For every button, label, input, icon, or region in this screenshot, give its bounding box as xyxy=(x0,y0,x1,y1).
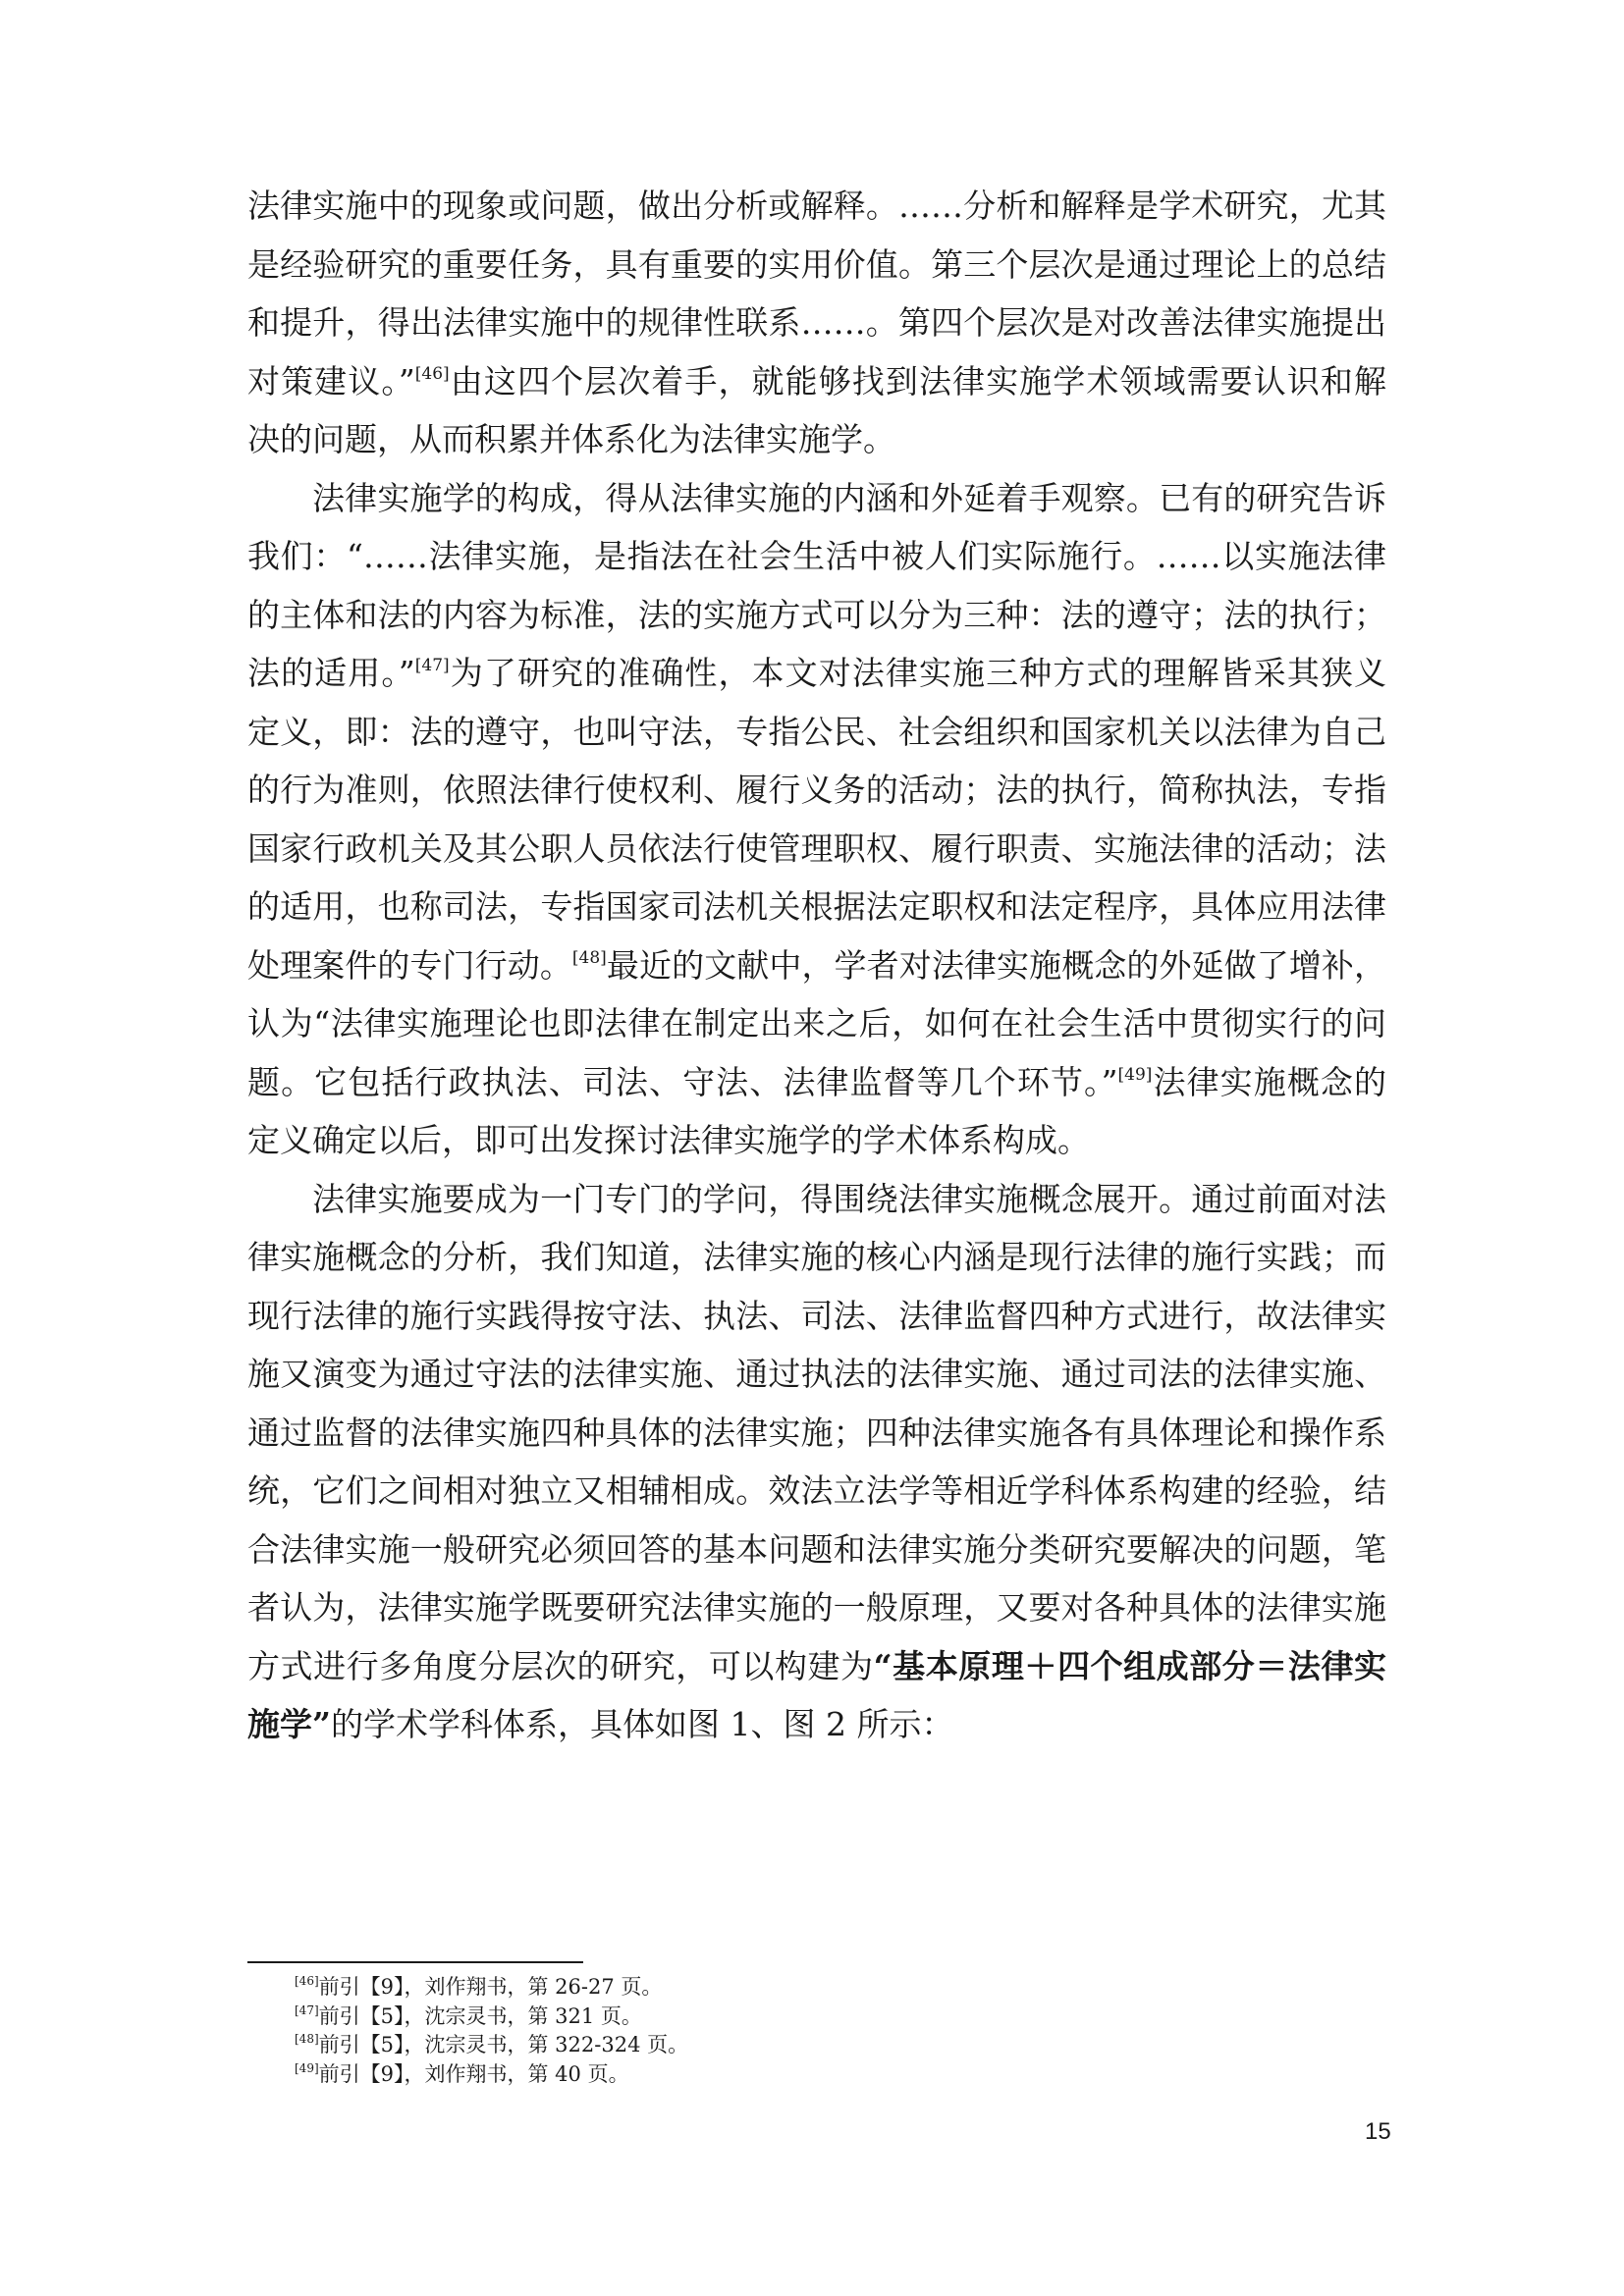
footnote-text: 前引【9】，刘作翔书，第 40 页。 xyxy=(318,2061,629,2086)
paragraph-3-line-1: 法律实施要成为一门专门的学问，得围绕法律实施概念展开。通过前面对法 xyxy=(312,1179,1386,1218)
footnote-text: 前引【9】，刘作翔书，第 26-27 页。 xyxy=(318,1975,663,1999)
paragraph-3-line-3: 现行法律的施行实践得按守法、执法、司法、法律监督四种方式进行，故法律实 xyxy=(247,1296,1386,1335)
paragraph-2-line-3: 的主体和法的内容为标准，法的实施方式可以分为三种：法的遵守；法的执行； xyxy=(247,595,1386,634)
paragraph-1-line-1: 法律实施中的现象或问题，做出分析或解释。……分析和解释是学术研究，尤其 xyxy=(247,187,1386,225)
paragraph-3-line-10 xyxy=(247,1695,1386,1754)
paragraph-2-line-1: 法律实施学的构成，得从法律实施的内涵和外延着手观察。已有的研究告诉 xyxy=(312,478,1386,517)
paragraph-1-line-5: 决的问题，从而积累并体系化为法律实施学。 xyxy=(247,420,895,458)
page-number: 15 xyxy=(1365,2118,1391,2145)
paragraph-1-line-2: 是经验研究的重要任务，具有重要的实用价值。第三个层次是通过理论上的总结 xyxy=(247,244,1386,284)
paragraph-3-line-8: 者认为，法律实施学既要研究法律实施的一般原理，又要对各种具体的法律实施 xyxy=(247,1588,1386,1627)
paragraph-2-line-2: 我们：“……法律实施，是指法在社会生活中被人们实际施行。……以实施法律 xyxy=(247,537,1386,575)
footnote-divider xyxy=(247,1961,583,1963)
paragraph-3-line-5: 通过监督的法律实施四种具体的法律实施；四种法律实施各有具体理论和操作系 xyxy=(247,1413,1386,1452)
paragraph-3-line-9 xyxy=(247,1637,1386,1696)
paragraph-2-line-5: 定义，即：法的遵守，也叫守法，专指公民、社会组织和国家机关以法律为自己 xyxy=(247,712,1386,751)
footnote-ref-47: [47] xyxy=(414,656,450,675)
footnote-47 xyxy=(295,2002,688,2032)
footnote-marker: [46] xyxy=(295,1974,319,1988)
footnote-text: 前引【5】，沈宗灵书，第 321 页。 xyxy=(318,2003,642,2028)
footnote-text: 前引【5】，沈宗灵书，第 322-324 页。 xyxy=(318,2033,689,2056)
footnote-marker: [49] xyxy=(295,2060,319,2075)
paragraph-2-line-7: 国家行政机关及其公职人员依法行使管理职权、履行职责、实施法律的活动；法 xyxy=(247,828,1386,868)
footnote-ref-46: [46] xyxy=(414,363,450,384)
footnote-ref-49: [49] xyxy=(1117,1064,1153,1085)
body-text xyxy=(247,177,1386,1754)
text-segment: 方式进行多角度分层次的研究，可以构建为 xyxy=(247,1646,874,1685)
emphasis-text: “基本原理＋四个组成部分＝法律实 xyxy=(873,1646,1387,1685)
footnote-marker: [48] xyxy=(295,2032,319,2046)
footnote-marker: [47] xyxy=(295,2002,319,2017)
footnote-49 xyxy=(295,2060,688,2090)
paragraph-3-line-4: 施又演变为通过守法的法律实施、通过执法的法律实施、通过司法的法律实施、 xyxy=(247,1355,1386,1393)
text-segment: 法的适用。” xyxy=(247,654,415,692)
text-segment: 题。它包括行政执法、司法、守法、法律监督等几个环节。” xyxy=(247,1062,1118,1101)
paragraph-1-line-4 xyxy=(247,352,1386,411)
paragraph-2-line-8: 的适用，也称司法，专指国家司法机关根据法定职权和法定程序，具体应用法律 xyxy=(247,887,1386,926)
text-segment: 的学术学科体系，具体如图 1、图 2 所示： xyxy=(330,1705,954,1743)
paragraph-2-line-4 xyxy=(247,644,1386,703)
text-segment: 为了研究的准确性，本文对法律实施三种方式的理解皆采其狭义 xyxy=(449,654,1387,692)
paragraph-3-line-2: 律实施概念的分析，我们知道，法律实施的核心内涵是现行法律的施行实践；而 xyxy=(247,1238,1386,1276)
text-segment: 由这四个层次着手，就能够找到法律实施学术领域需要认识和解 xyxy=(449,361,1387,400)
paragraph-2-line-9 xyxy=(247,936,1386,995)
paragraph-2-line-12: 定义确定以后，即可出发探讨法律实施学的学术体系构成。 xyxy=(247,1121,1090,1159)
emphasis-text: 施学” xyxy=(247,1705,331,1743)
paragraph-2-line-11 xyxy=(247,1053,1386,1112)
footnote-ref-48: [48] xyxy=(571,947,607,968)
text-segment: 对策建议。” xyxy=(247,361,415,400)
paragraph-3-line-6: 统，它们之间相对独立又相辅相成。效法立法学等相近学科体系构建的经验，结 xyxy=(247,1471,1386,1510)
text-segment: 法律实施概念的 xyxy=(1152,1062,1386,1101)
footnotes xyxy=(295,1973,688,2089)
text-segment: 最近的文献中，学者对法律实施概念的外延做了增补， xyxy=(606,945,1387,985)
paragraph-2-line-10: 认为“法律实施理论也即法律在制定出来之后，如何在社会生活中贯彻实行的问 xyxy=(247,1004,1386,1042)
text-segment: 处理案件的专门行动。 xyxy=(247,945,572,985)
paragraph-1-line-3: 和提升，得出法律实施中的规律性联系……。第四个层次是对改善法律实施提出 xyxy=(247,303,1386,342)
footnote-46 xyxy=(295,1973,688,2002)
paragraph-3-line-7: 合法律实施一般研究必须回答的基本问题和法律实施分类研究要解决的问题，笔 xyxy=(247,1529,1386,1569)
footnote-48 xyxy=(295,2031,688,2060)
paragraph-2-line-6: 的行为准则，依照法律行使权利、履行义务的活动；法的执行，简称执法，专指 xyxy=(247,771,1386,809)
